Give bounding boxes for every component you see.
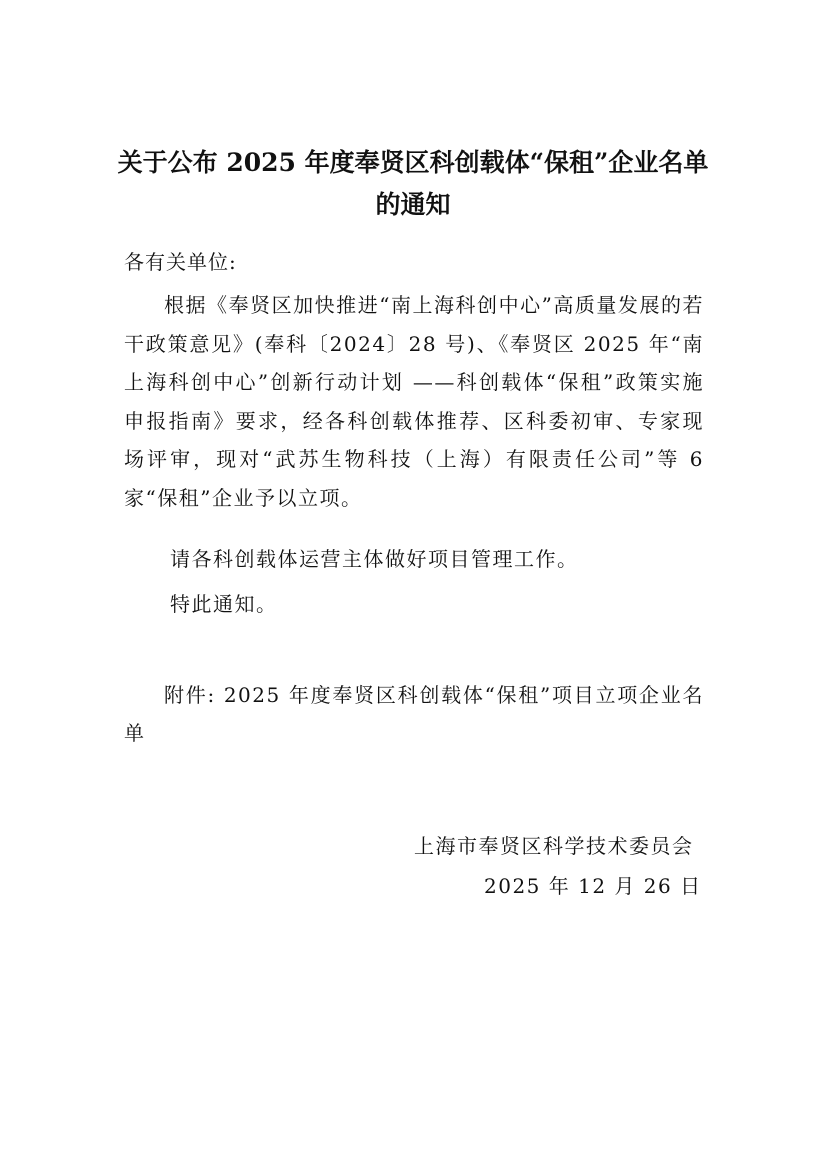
document-title-line-2: 的通知 xyxy=(375,190,451,219)
document-title xyxy=(112,142,714,226)
salutation: 各有关单位: xyxy=(124,250,237,274)
body-paragraph-main: 根据《奉贤区加快推进“南上海科创中心”高质量发展的若干政策意见》(奉科〔2024〕28 号)、《奉贤区 2025 年“南上海科创中心”创新行动计划 ——科创载体“保租”政策实施申报指南》要求，经各科创载体推荐、区科委初审、专家现场评审，现对“武苏生物科技（上海）有限责任公司”等 6 家“保租”企业予以立项。 xyxy=(124,293,704,510)
attachment-note: 附件: 2025 年度奉贤区科创载体“保租”项目立项企业名单 xyxy=(124,683,704,745)
signature-date: 2025 年 12 月 26 日 xyxy=(484,874,702,898)
body-paragraph-closing: 特此通知。 xyxy=(170,592,278,616)
signature-organization: 上海市奉贤区科学技术委员会 xyxy=(414,834,694,858)
body-paragraph-management: 请各科创载体运营主体做好项目管理工作。 xyxy=(170,547,579,571)
document-title-line-1: 关于公布 2025 年度奉贤区科创载体“保租”企业名单 xyxy=(117,148,709,177)
